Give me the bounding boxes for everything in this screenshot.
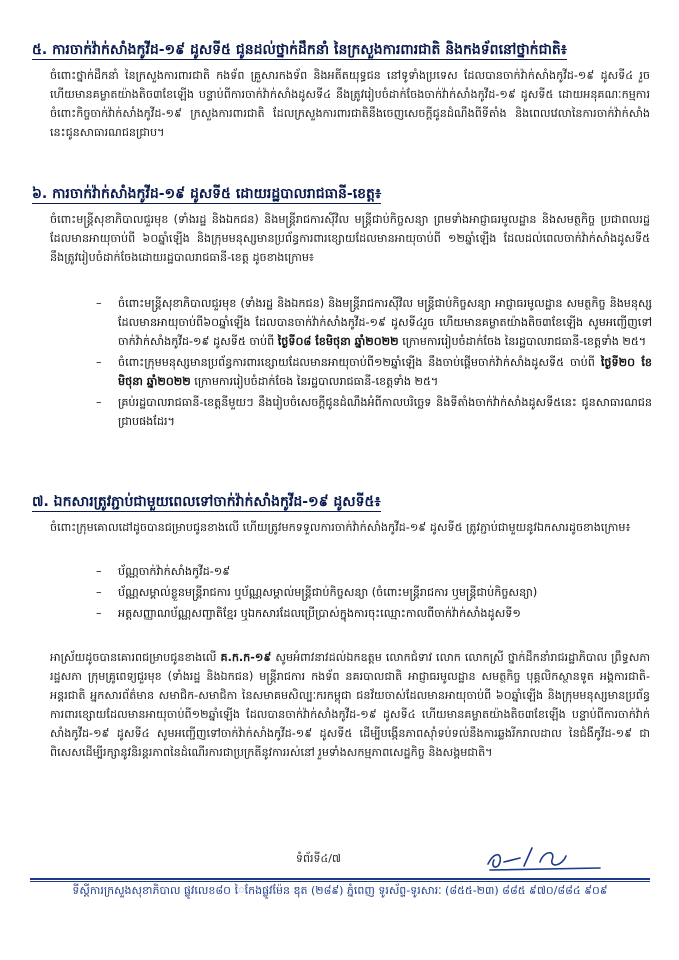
list-item: – ប័ណ្ណចាក់វ៉ាក់សាំងកូវីដ-១៩ <box>96 562 652 581</box>
section-5-paragraph: ចំពោះថ្នាក់ដឹកនាំ នៃក្រសួងការពារជាតិ កងទ័ព គ្រួសារកងទ័ព និងអតីតយុទ្ធជន នៅទូទាំងប្រទេស ដែលបានចាក់វ៉ាក់សាំងកូវីដ-១៩ ដូសទី៤ រួច ហើយមានគម្លាតយ៉ាងតិច៣ខែឡើង បន្ទាប់ពីការចាក់វ៉ាក់សាំងដូសទី៤ នឹងត្រូវរៀបចំដាក់ចែងចាក់វ៉ាក់សាំងកូវីដ-១៩ ដូសទី៥ ដោយអនុគណៈកម្មការចំពោះកិច្ចចាក់វ៉ាក់សាំងកូវីដ-១៩ ក្រសួងការពារជាតិ ដែលក្រសួងការពារជាតិនឹងចេញសេចក្តីជូនដំណឹងពីទីតាំង និងពេលវេលានៃការចាក់វ៉ាក់សាំងនេះជូនសាធារណជនជ្រាប។ <box>50 69 650 139</box>
section-6-bullet-list <box>96 294 652 433</box>
list-item: – ចំពោះក្រុមមនុស្សមានប្រព័ន្ធការពារខ្សោយដែលមានអាយុចាប់ពី១២ឆ្នាំឡើង នឹងចាប់ផ្តើមចាក់វ៉ាក់សាំងដូសទី៥ ចាប់ពី ថ្ងៃទី២០ ខែមិថុនា ឆ្នាំ២០២២ ក្រោមការរៀបចំដាក់ចែង នៃរដ្ឋបាលរាជធានី-ខេត្តទាំង ២៥។ <box>96 353 652 391</box>
list-item: – គ្រប់រដ្ឋបាលរាជធានី-ខេត្តនីមួយៗ នឹងរៀបចំសេចក្តីជូនដំណឹងអំពីកាលបរិច្ឆេទ និងទីតាំងចាក់វ៉ាក់សាំងដូសទី៥នេះ ជូនសាធារណជនជ្រាបផងដែរ។ <box>96 393 652 431</box>
page-number: ទំព័រទី៤/៧ <box>296 852 341 865</box>
section-7-document-list <box>96 562 652 625</box>
section-6-paragraph: ចំពោះមន្ត្រីសុខាភិបាលជួរមុខ (ទាំងរដ្ឋ និងឯកជន) និងមន្ត្រីរាជការស៊ីវិល មន្ត្រីជាប់កិច្ចសន្យា ព្រមទាំងអាជ្ញាធរមូលដ្ឋាន និងសមត្ថកិច្ច ប្រជាពលរដ្ឋដែលមានអាយុចាប់ពី ៦០ឆ្នាំឡើង និងក្រុមមនុស្សមានប្រព័ន្ធការពារខ្សោយដែលមានអាយុចាប់ពី ១២ឆ្នាំឡើង ដែលដល់ពេលចាក់វ៉ាក់សាំងដូសទី៥ នឹងត្រូវរៀបចំដាក់ចែងដោយរដ្ឋបាលរាជធានី-ខេត្ត ដូចខាងក្រោម៖ <box>50 213 650 264</box>
date-highlight: ថ្ងៃទី០៨ ខែមិថុនា ឆ្នាំ២០២២ <box>277 335 399 348</box>
list-item: – ប័ណ្ណសម្គាល់ខ្លួនមន្ត្រីរាជការ ឬប័ណ្ណសម្គាល់មន្ត្រីជាប់កិច្ចសន្យា (ចំពោះមន្ត្រីរាជការ ឬមន្ត្រីជាប់កិច្ចសន្យា) <box>96 583 652 602</box>
section-7-title: ៧. ឯកសារត្រូវភ្ជាប់ជាមួយពេលទៅចាក់វ៉ាក់សាំងកូវីដ-១៩ ដូសទី៥៖ <box>32 494 381 510</box>
footer-address: ទីស្តីការក្រសួងសុខាភិបាល ផ្លូវលេខ៨០ ៃកែងផ្លូវម៉ែន ឌុត (២៨៩) ភ្នំពេញ ទូរស័ព្ទ-ទូរសារៈ (៨៥៥-២៣) ៨៨៥ ៩៧០/៨៨៤ ៩០៩ <box>72 884 608 897</box>
date-highlight: ថ្ងៃទី២០ ខែមិថុនា ឆ្នាំ២០២២ <box>118 356 652 388</box>
section-6-title: ៦. ការចាក់វ៉ាក់សាំងកូវីដ-១៩ ដូសទី៥ ដោយរដ្ឋបាលរាជធានី-ខេត្ត៖ <box>32 186 382 202</box>
list-item: – អត្តសញ្ញាណប័ណ្ណសញ្ជាតិខ្មែរ ឬឯកសារដែលប្រើប្រាស់ក្នុងការចុះឈ្មោះកាលពីចាក់វ៉ាក់សាំងដូសទី១ <box>96 604 652 623</box>
committee-abbreviation: គ.ក.ក-១៩ <box>220 651 272 664</box>
list-item: – ចំពោះមន្ត្រីសុខាភិបាលជួរមុខ (ទាំងរដ្ឋ និងឯកជន) និងមន្ត្រីរាជការស៊ីវិល មន្ត្រីជាប់កិច្ចសន្យា អាជ្ញាធរមូលដ្ឋាន សមត្ថកិច្ច និងមនុស្សដែលមានអាយុចាប់ពី៦០ឆ្នាំឡើង ដែលបានចាក់វ៉ាក់សាំងកូវីដ-១៩ ដូសទី៤រួច ហើយមានគម្លាតយ៉ាងតិច៣ខែឡើង សូមអញ្ជើញទៅចាក់វ៉ាក់សាំងកូវីដ-១៩ ដូសទី៥ ចាប់ពី ថ្ងៃទី០៨ ខែមិថុនា ឆ្នាំ២០២២ ក្រោមការរៀបចំដាក់ចែង នៃរដ្ឋបាលរាជធានី-ខេត្តទាំង ២៥។ <box>96 294 652 351</box>
footer-divider-thin <box>30 881 650 882</box>
closing-paragraph: អាស្រ័យដូចបានគោរពជម្រាបជូនខាងលើ គ.ក.ក-១៩ សូមអំពាវនាវដល់ឯកឧត្តម លោកជំទាវ លោក លោកស្រី ថ្នាក់ដឹកនាំរាជរដ្ឋាភិបាល ព្រឹទ្ធសភា រដ្ឋសភា ក្រុមគ្រូពេទ្យជួរមុខ (ទាំងរដ្ឋ និងឯកជន) មន្ត្រីរាជការ កងទ័ព នគរបាលជាតិ អាជ្ញាធរមូលដ្ឋាន សមត្ថកិច្ច បុគ្គលិកស្ថានទូត អង្គការជាតិ-អន្តរជាតិ អ្នកសារព័ត៌មាន សមាជិក-សមាជិកា នៃសមាគមសិល្បៈករកម្ពុជា ជនវ័យចាស់ដែលមានអាយុចាប់ពី ៦០ឆ្នាំឡើង និងក្រុមមនុស្សមានប្រព័ន្ធការពារខ្សោយដែលមានអាយុចាប់ពី១២ឆ្នាំឡើង ដែលបានចាក់វ៉ាក់សាំងកូវីដ-១៩ ដូសទី៤ ហើយមានគម្លាតយ៉ាងតិច៣ខែឡើង បន្ទាប់ពីការចាក់វ៉ាក់សាំងកូវីដ-១៩ ដូសទី៤ សូមអញ្ជើញទៅចាក់វ៉ាក់សាំងកូវីដ-១៩ ដូសទី៥ ដើម្បីបង្កើនភាពស៊ាំទប់ទល់នឹងការឆ្លងរីករាលដាល នៃជំងឺកូវីដ-១៩ ជាពិសេសដើម្បីរក្សានូវនិរន្តរភាពនៃដំណើរការជាប្រក្រតីនូវការរស់នៅ រួមទាំងសកម្មភាពសេដ្ឋកិច្ច និងសង្គមជាតិ។ <box>50 651 650 759</box>
section-5-title: ៥. ការចាក់វ៉ាក់សាំងកូវីដ-១៩ ដូសទី៥ ជូនដល់ថ្នាក់ដឹកនាំ នៃក្រសួងការពារជាតិ និងកងទ័ពនៅថ្នាក់ជាតិ៖ <box>32 42 567 58</box>
handwritten-signature <box>480 842 610 876</box>
section-7-paragraph: ចំពោះក្រុមគោលដៅដូចបានជម្រាបជូនខាងលើ ហើយត្រូវមកទទួលការចាក់វ៉ាក់សាំងកូវីដ-១៩ ដូសទី៥ ត្រូវភ្ជាប់ជាមួយនូវឯកសារដូចខាងក្រោម៖ <box>50 521 631 534</box>
footer-divider <box>30 878 650 880</box>
